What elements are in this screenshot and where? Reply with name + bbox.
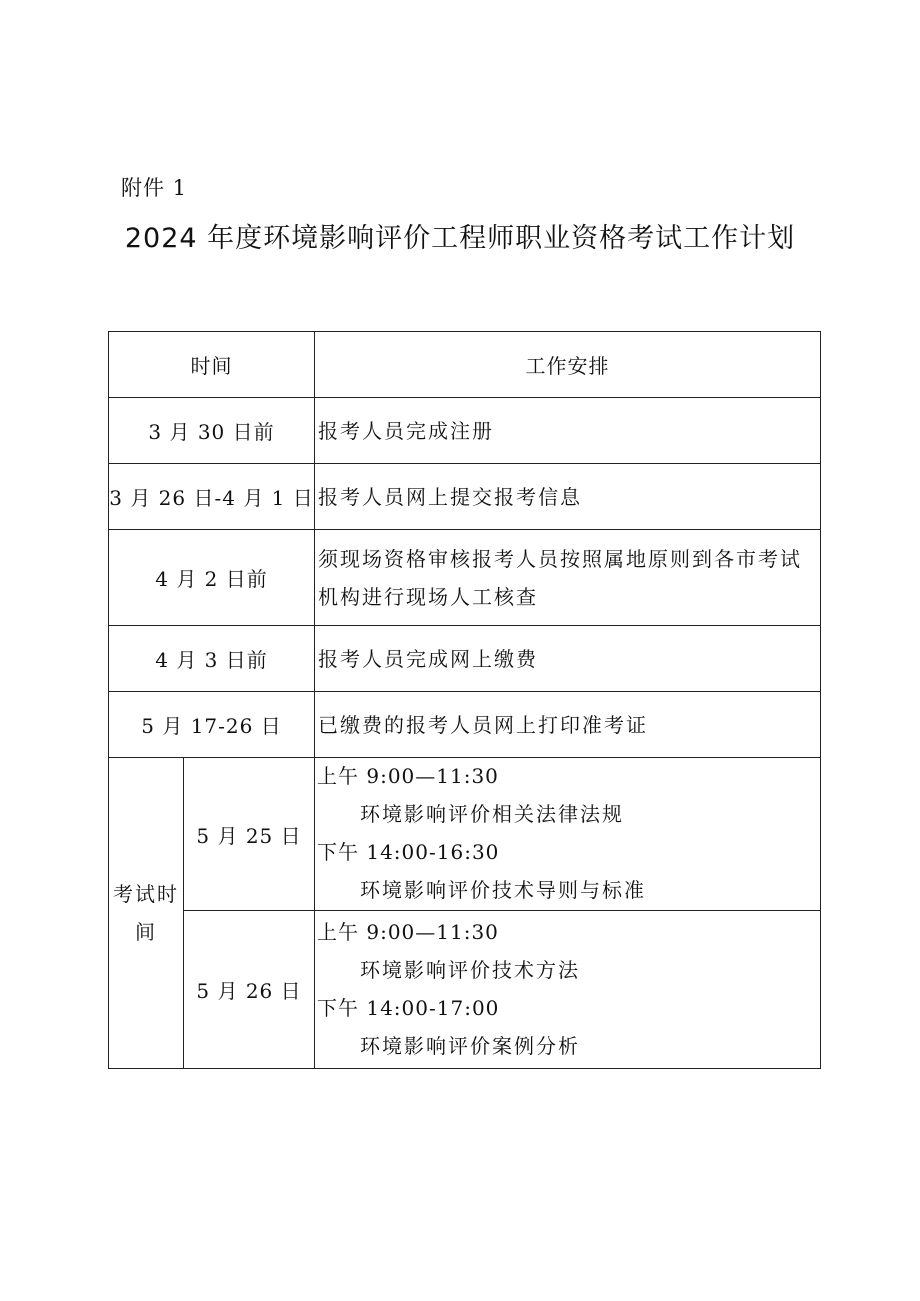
column-header-work: 工作安排 bbox=[315, 332, 821, 398]
row-work: 报考人员网上提交报考信息 bbox=[315, 464, 821, 530]
row-work: 报考人员完成网上缴费 bbox=[315, 626, 821, 692]
session-slot: 上午 9:00—11:30 bbox=[317, 764, 499, 788]
row-work: 须现场资格审核报考人员按照属地原则到各市考试机构进行现场人工核查 bbox=[315, 530, 821, 626]
row-time: 5 月 17-26 日 bbox=[109, 692, 315, 758]
session-subject: 环境影响评价相关法律法规 bbox=[360, 802, 624, 826]
row-time: 3 月 26 日-4 月 1 日 bbox=[109, 464, 315, 530]
column-header-time: 时间 bbox=[109, 332, 315, 398]
row-time: 4 月 2 日前 bbox=[109, 530, 315, 626]
session-subject: 环境影响评价技术方法 bbox=[360, 957, 580, 982]
row-time: 4 月 3 日前 bbox=[109, 626, 315, 692]
table-row bbox=[109, 530, 821, 626]
session-subject: 环境影响评价技术导则与标准 bbox=[360, 878, 646, 902]
table-row bbox=[109, 626, 821, 692]
row-work: 已缴费的报考人员网上打印准考证 bbox=[315, 692, 821, 758]
exam-day-row bbox=[109, 911, 821, 1069]
table-row bbox=[109, 692, 821, 758]
table-row bbox=[109, 464, 821, 530]
session-slot: 下午 14:00-16:30 bbox=[317, 840, 500, 864]
row-work: 报考人员完成注册 bbox=[315, 398, 821, 464]
session-slot: 上午 9:00—11:30 bbox=[317, 919, 499, 944]
exam-day-row bbox=[109, 758, 821, 911]
work-plan-table bbox=[108, 331, 821, 1069]
exam-sessions bbox=[315, 758, 821, 911]
document-title: 2024 年度环境影响评价工程师职业资格考试工作计划 bbox=[124, 223, 796, 254]
exam-time-label: 考试时间 bbox=[109, 758, 184, 1069]
table-row bbox=[109, 398, 821, 464]
row-time: 3 月 30 日前 bbox=[109, 398, 315, 464]
session-slot: 下午 14:00-17:00 bbox=[317, 995, 500, 1020]
session-subject: 环境影响评价案例分析 bbox=[360, 1033, 580, 1058]
exam-date: 5 月 26 日 bbox=[184, 911, 315, 1069]
attachment-label: 附件 1 bbox=[121, 176, 188, 200]
exam-sessions bbox=[315, 911, 821, 1069]
table-header-row bbox=[109, 332, 821, 398]
exam-date: 5 月 25 日 bbox=[184, 758, 315, 911]
